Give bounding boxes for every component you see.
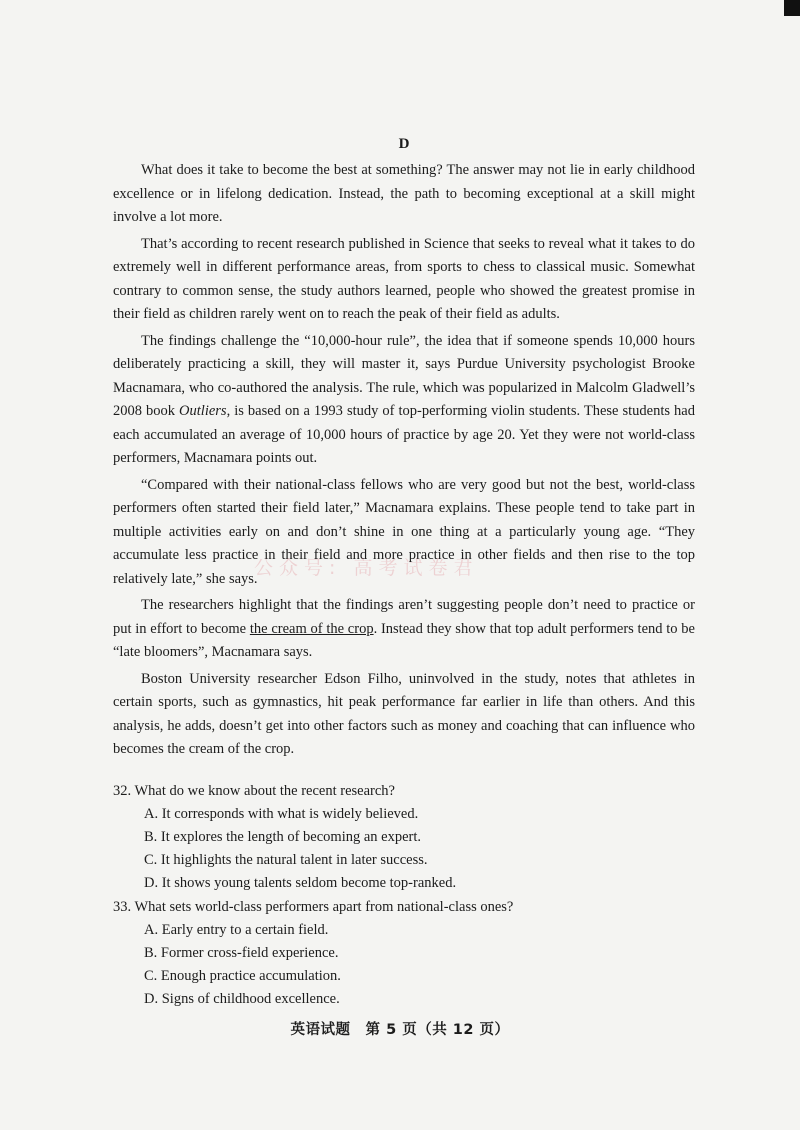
question-list bbox=[113, 780, 695, 1012]
watermark: 公众号: 高考试卷君 bbox=[254, 557, 479, 579]
option-c: C. Enough practice accumulation. bbox=[144, 968, 341, 985]
paragraph-2: That’s according to recent research published in Science that seeks to reveal what it takes to do extremely well in different performance areas, from sports to chess to classical music. Somewhat contrary to common sense, the study authors learned, people who showed the greatest promise in their field as children rarely went on to reach the peak of their field as adults. bbox=[113, 235, 695, 322]
paragraph-5 bbox=[113, 594, 695, 665]
question-stem: 33. What sets world-class performers apart from national-class ones? bbox=[113, 898, 514, 915]
option-b: B. Former cross-field experience. bbox=[144, 944, 339, 961]
option-b: B. It explores the length of becoming an expert. bbox=[144, 828, 422, 845]
option-a: A. Early entry to a certain field. bbox=[144, 921, 329, 938]
option-c: C. It highlights the natural talent in later success. bbox=[144, 852, 428, 869]
paragraph-5-text-a: The researchers highlight that the findings aren’t suggesting people don’t need to practice or put in effort to become bbox=[113, 597, 695, 637]
paragraph-6: Boston University researcher Edson Filho, uninvolved in the study, notes that athletes in certain sports, such as gymnastics, hit peak performance far earlier in life than others. And this analysis, he adds, doesn’t get into other factors such as money and coaching that can influence who becomes the cream of the crop. bbox=[113, 670, 695, 757]
question-32 bbox=[113, 780, 695, 896]
option-a: A. It corresponds with what is widely believed. bbox=[144, 805, 419, 822]
option-d: D. It shows young talents seldom become top-ranked. bbox=[144, 875, 457, 892]
corner-scan-mark bbox=[784, 0, 800, 16]
paragraph-3 bbox=[113, 330, 695, 471]
section-heading: D bbox=[398, 136, 410, 152]
question-stem: 32. What do we know about the recent research? bbox=[113, 782, 395, 799]
reading-passage-page bbox=[113, 136, 695, 1012]
paragraph-5-text-b: . Instead they show that top adult performers tend to be “late bloomers”, Macnamara says. bbox=[113, 620, 695, 660]
paragraph-3-text-a: The findings challenge the “10,000-hour rule”, the idea that if someone spends 10,000 hours deliberately practicing a skill, they will master it, says Purdue University psychologist Brooke Macnamara, who co-authored the analysis. The rule, which was popularized in Malcolm Gladwell’s 2008 book bbox=[113, 332, 695, 419]
book-title: Outliers bbox=[179, 403, 227, 419]
underlined-phrase: the cream of the crop bbox=[249, 620, 374, 637]
page-footer: 英语试题 第 5 页（共 12 页） bbox=[290, 1022, 510, 1038]
paragraph-3-text-b: , is based on a 1993 study of top-performing violin students. These students had each accumulated an average of 10,000 hours of practice by age 20. Yet they were not world-class performers, Macnamara points out. bbox=[113, 403, 695, 466]
option-d: D. Signs of childhood excellence. bbox=[144, 991, 340, 1008]
paragraph-4: “Compared with their national-class fellows who are very good but not the best, world-class performers often started their field later,” Macnamara explains. These people tend to take part in multiple activities early on and don’t shine in one thing at a particularly young age. “They accumulate less practice in their field and more practice in other fields and then rise to the top relatively late,” she says. bbox=[113, 476, 695, 587]
paragraph-1: What does it take to become the best at something? The answer may not lie in early childhood excellence or in lifelong dedication. Instead, the path to becoming exceptional at a skill might involve a lot more. bbox=[113, 162, 695, 225]
question-33 bbox=[113, 896, 695, 1012]
